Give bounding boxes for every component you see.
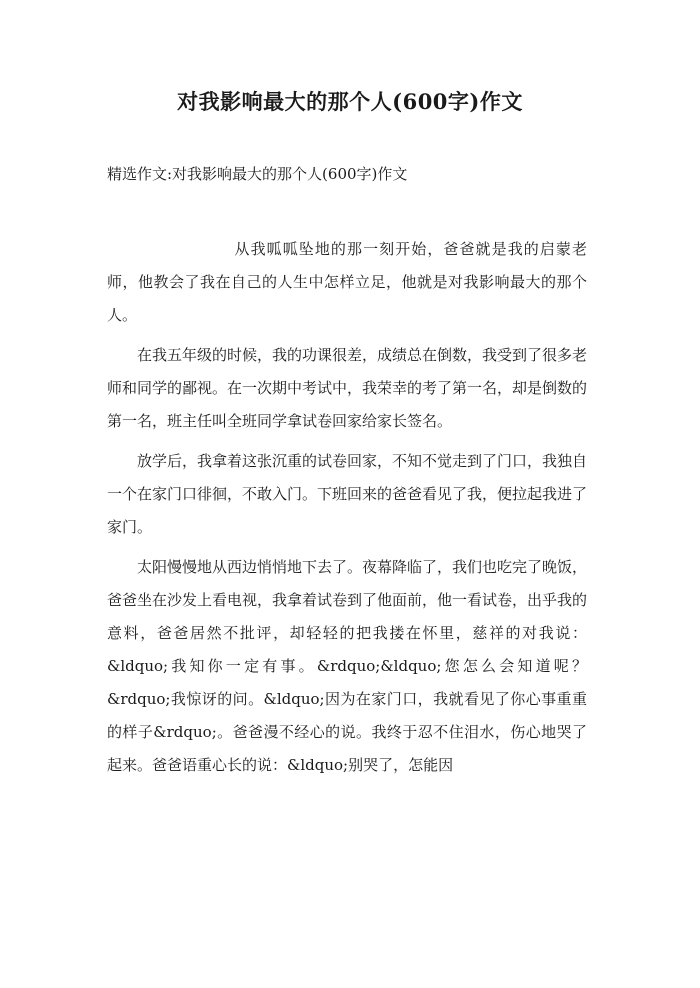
document-title: 对我影响最大的那个人(600字)作文 (177, 89, 523, 114)
document-subtitle: 精选作文:对我影响最大的那个人(600字)作文 (107, 165, 408, 183)
paragraph-2: 在我五年级的时候，我的功课很差，成绩总在倒数，我受到了很多老师和同学的鄙视。在一次期中考试中，我荣幸的考了第一名，却是倒数的第一名，班主任叫全班同学拿试卷回家给家长签名。 (107, 346, 588, 430)
paragraph-4: 太阳慢慢地从西边悄悄地下去了。夜幕降临了，我们也吃完了晚饭，爸爸坐在沙发上看电视，我拿着试卷到了他面前，他一看试卷，出乎我的意料，爸爸居然不批评，却轻轻的把我搂在怀里，慈祥的对我说：&ldquo;我知你一定有事。&rdquo;&ldquo;您怎么会知道呢？&rdquo;我惊讶的问。&ldquo;因为在家门口，我就看见了你心事重重的样子&rdquo;。爸爸漫不经心的说。我终于忍不住泪水，伤心地哭了起来。爸爸语重心长的说：&ldquo;别哭了，怎能因 (107, 558, 588, 774)
document-body (107, 233, 587, 782)
paragraph-3: 放学后，我拿着这张沉重的试卷回家，不知不觉走到了门口，我独自一个在家门口徘徊，不敢入门。下班回来的爸爸看见了我，便拉起我进了家门。 (107, 452, 588, 536)
paragraph-1: 从我呱呱坠地的那一刻开始，爸爸就是我的启蒙老师，他教会了我在自己的人生中怎样立足，他就是对我影响最大的那个人。 (107, 240, 587, 324)
